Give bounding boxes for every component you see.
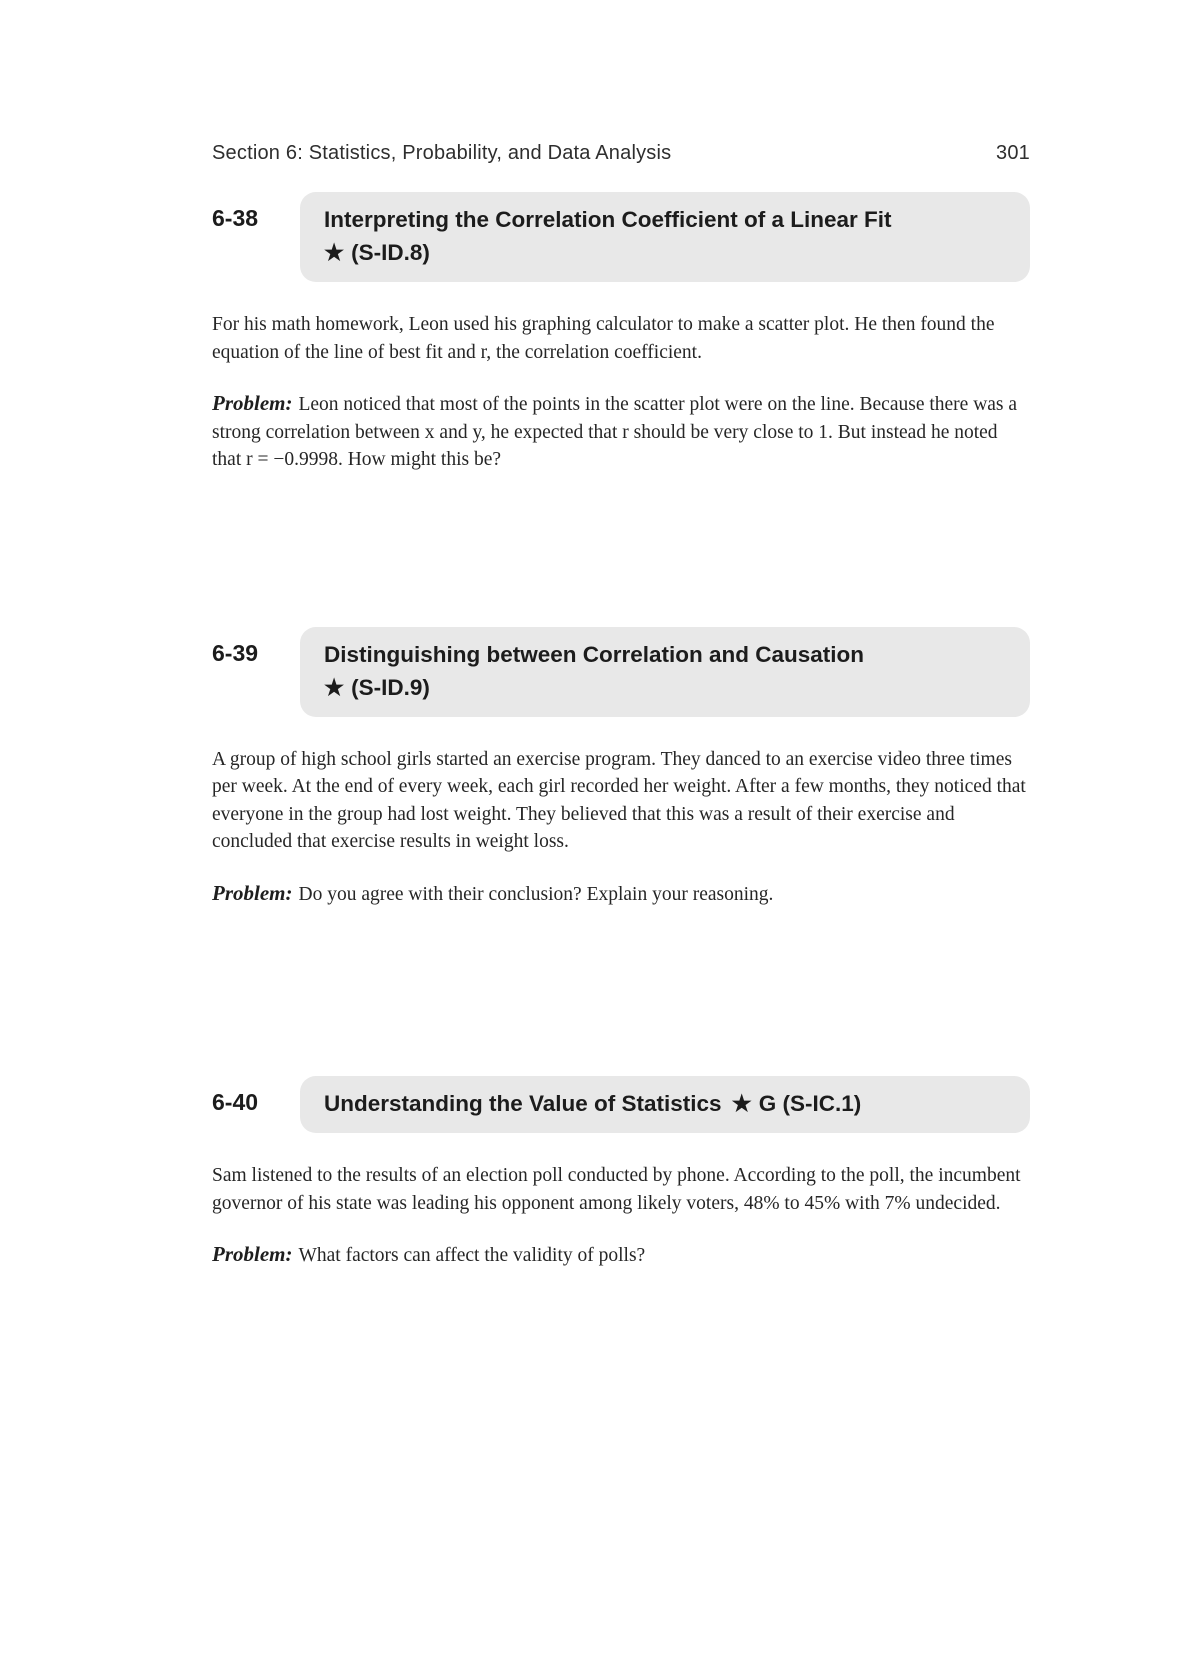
problem-label: Problem: xyxy=(212,1242,293,1266)
body-paragraph: A group of high school girls started an exercise program. They danced to an exercise video three times per week. At the end of every week, each girl recorded her weight. After a few months, they noticed that everyone in the group had lost weight. They believed that this was a result of their exercise and concluded that exercise results in weight loss. xyxy=(212,748,1026,852)
star-icon: ★ xyxy=(324,674,345,700)
problem-label: Problem: xyxy=(212,880,293,905)
section-title-line xyxy=(324,1087,1006,1120)
section-6-40-heading xyxy=(212,1076,1030,1133)
standard-code: (S-ID.8) xyxy=(351,240,430,265)
page-number: 301 xyxy=(996,142,1030,164)
section-header-title: Section 6: Statistics, Probability, and Data Analysis xyxy=(212,142,672,164)
section-title-box xyxy=(300,627,1030,717)
section-standard-line xyxy=(324,671,1006,704)
section-number: 6-40 xyxy=(212,1089,259,1115)
standard-code: G (S-IC.1) xyxy=(758,1091,862,1116)
problem-paragraph xyxy=(212,390,1030,474)
section-title: Distinguishing between Correlation and Causation xyxy=(324,641,865,667)
problem-paragraph xyxy=(212,1241,1030,1270)
section-title: Interpreting the Correlation Coefficient of a Linear Fit xyxy=(324,207,892,232)
section-6-38-heading xyxy=(212,192,1030,282)
section-number: 6-39 xyxy=(212,639,259,666)
star-icon: ★ xyxy=(731,1091,752,1116)
section-title: Understanding the Value of Statistics xyxy=(324,1091,722,1116)
star-icon: ★ xyxy=(324,240,345,265)
problem-label: Problem: xyxy=(212,391,293,415)
standard-code: (S-ID.9) xyxy=(351,674,430,700)
problem-paragraph xyxy=(212,880,1030,909)
section-number: 6-38 xyxy=(212,205,259,231)
section-6-39-heading xyxy=(212,627,1030,717)
problem-text: What factors can affect the validity of polls? xyxy=(298,1245,646,1266)
running-head xyxy=(212,142,1030,165)
body-paragraph: For his math homework, Leon used his graphing calculator to make a scatter plot. He then found the equation of the line of best fit and r, the correlation coefficient. xyxy=(212,314,995,363)
body-paragraph: Sam listened to the results of an election poll conducted by phone. According to the poll, the incumbent governor of his state was leading his opponent among likely voters, 48% to 45% with 7% undecided. xyxy=(212,1165,1021,1214)
problem-text: Leon noticed that most of the points in the scatter plot were on the line. Because there was a strong correlation between x and y, he expected that r should be very close to 1. But instead he noted that r = −0.9998. How might this be? xyxy=(212,394,1018,470)
book-page xyxy=(0,142,1200,1658)
problem-text: Do you agree with their conclusion? Explain your reasoning. xyxy=(298,883,774,905)
section-title-box xyxy=(300,1076,1030,1133)
section-standard-line xyxy=(324,236,1006,269)
section-title-box xyxy=(300,192,1030,282)
